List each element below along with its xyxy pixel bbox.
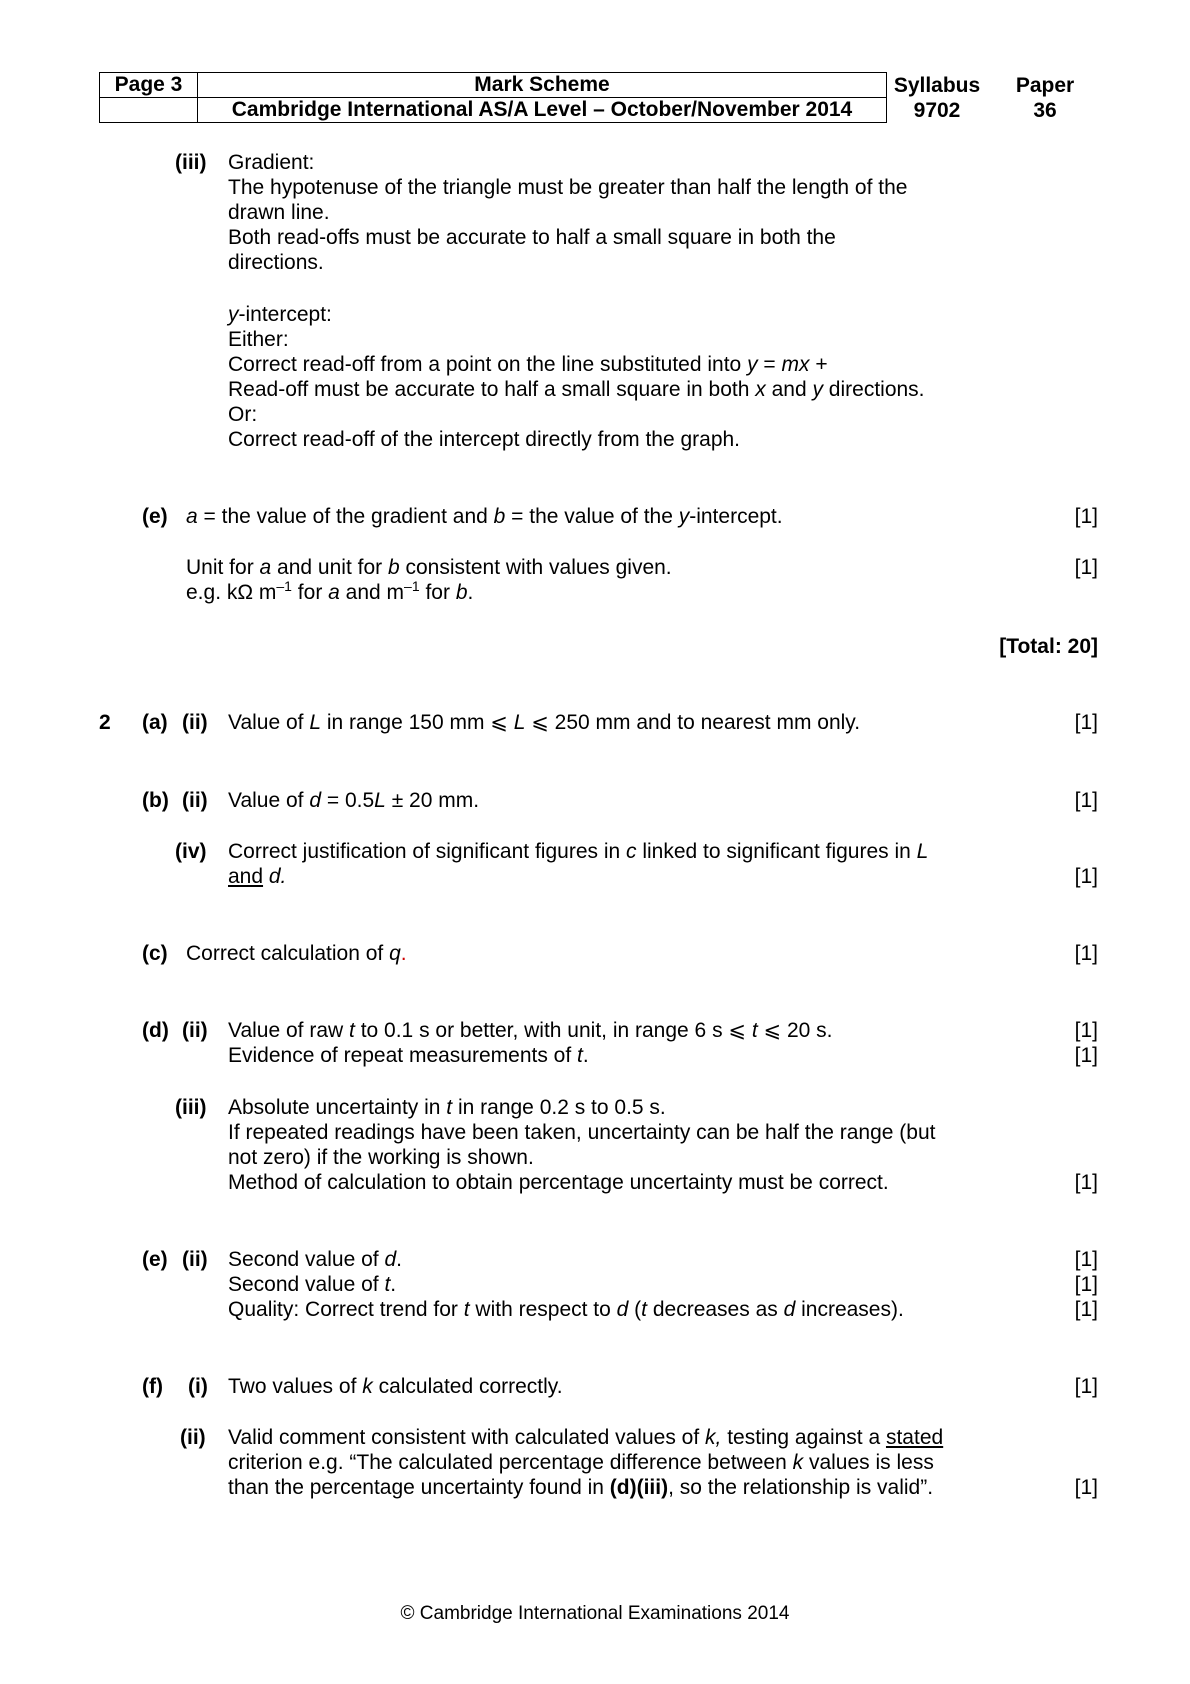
- mark: [1]: [1074, 1171, 1098, 1194]
- mark: [1]: [1074, 1273, 1098, 1296]
- gradient-line-4: directions.: [228, 251, 324, 274]
- footer-copyright: © Cambridge International Examinations 2014: [400, 1603, 790, 1624]
- f-ii-line-1: Valid comment consistent with calculated values of k, testing against a stated: [228, 1426, 944, 1449]
- label-ii: (ii): [180, 1426, 206, 1449]
- mark: [1]: [1074, 1019, 1098, 1042]
- paper-value: 36: [1033, 99, 1057, 122]
- a-line-1: Value of L in range 150 mm ⩽ L ⩽ 250 mm and to nearest mm only.: [228, 711, 861, 734]
- e-line-3: e.g. kΩ $m^{-1}$ for a and $m^{-1}$ for b.: [186, 578, 474, 604]
- mark: [1]: [1074, 1044, 1098, 1067]
- mark: [1]: [1074, 865, 1098, 888]
- document-title: Mark Scheme: [198, 73, 887, 98]
- label-d: (d): [142, 1019, 169, 1042]
- label-ii: (ii): [182, 789, 208, 812]
- b-iv-line-1: Correct justification of significant figures in c linked to significant figures in L: [228, 840, 929, 863]
- label-iii: (iii): [175, 151, 207, 174]
- f-ii-line-2: criterion e.g. “The calculated percentage difference between k values is less: [228, 1451, 934, 1474]
- gradient-line-3: Both read-offs must be accurate to half a small square in both the: [228, 226, 836, 249]
- label-e: (e): [142, 1248, 168, 1271]
- label-ii: (ii): [182, 711, 208, 734]
- mark: [1]: [1074, 556, 1098, 579]
- mark: [1]: [1074, 1248, 1098, 1271]
- document-subtitle: Cambridge International AS/A Level – October/November 2014: [198, 98, 887, 123]
- e-line-3: Quality: Correct trend for t with respect to d (t decreases as d increases).: [228, 1298, 904, 1321]
- page-number: Page 3: [100, 73, 198, 98]
- mark: [1]: [1074, 1375, 1098, 1398]
- question-number: 2: [99, 711, 111, 734]
- mark: [1]: [1074, 711, 1098, 734]
- mark: [1]: [1074, 789, 1098, 812]
- e-line-2: Second value of t.: [228, 1273, 397, 1296]
- label-ii: (ii): [182, 1248, 208, 1271]
- b-line-1: Value of d = 0.5L ± 20 mm.: [228, 789, 480, 812]
- e-line-1: a = the value of the gradient and b = the value of the y-intercept.: [186, 505, 783, 528]
- total-marks: [Total: 20]: [999, 635, 1098, 658]
- label-a: (a): [142, 711, 168, 734]
- mark: [1]: [1074, 1298, 1098, 1321]
- f-ii-line-3: than the percentage uncertainty found in (d)(iii), so the relationship is valid”.: [228, 1476, 934, 1499]
- f-i-line-1: Two values of k calculated correctly.: [228, 1375, 563, 1398]
- c-line-1: Correct calculation of q.: [186, 942, 407, 965]
- label-iii: (iii): [175, 1096, 207, 1119]
- d-line-2: Evidence of repeat measurements of t.: [228, 1044, 589, 1067]
- y-intercept-line-1: Correct read-off from a point on the line substituted into y = mx +: [228, 353, 828, 376]
- mark: [1]: [1074, 942, 1098, 965]
- d-iii-line-3: not zero) if the working is shown.: [228, 1146, 534, 1169]
- syllabus-label: Syllabus: [893, 74, 981, 97]
- label-e: (e): [142, 505, 168, 528]
- d-iii-line-1: Absolute uncertainty in t in range 0.2 s to 0.5 s.: [228, 1096, 666, 1119]
- or-label: Or:: [228, 403, 258, 426]
- gradient-heading: Gradient:: [228, 151, 315, 174]
- label-c: (c): [142, 942, 168, 965]
- y-intercept-line-2: Read-off must be accurate to half a small square in both x and y directions.: [228, 378, 925, 401]
- y-intercept-heading: y-intercept:: [228, 303, 332, 326]
- label-f: (f): [142, 1375, 163, 1398]
- empty-cell: [100, 98, 198, 123]
- d-line-1: Value of raw t to 0.1 s or better, with unit, in range 6 s ⩽ t ⩽ 20 s.: [228, 1019, 833, 1042]
- paper-label: Paper: [1015, 74, 1075, 97]
- b-iv-line-2: and d.: [228, 865, 287, 888]
- e-line-1: Second value of d.: [228, 1248, 402, 1271]
- either-label: Either:: [228, 328, 289, 351]
- label-b: (b): [142, 789, 169, 812]
- label-ii: (ii): [182, 1019, 208, 1042]
- syllabus-value: 9702: [913, 99, 961, 122]
- y-intercept-line-3: Correct read-off of the intercept directly from the graph.: [228, 428, 741, 451]
- gradient-line-2: drawn line.: [228, 201, 330, 224]
- d-iii-line-4: Method of calculation to obtain percentage uncertainty must be correct.: [228, 1171, 889, 1194]
- d-iii-line-2: If repeated readings have been taken, uncertainty can be half the range (but: [228, 1121, 936, 1144]
- label-iv: (iv): [175, 840, 207, 863]
- mark: [1]: [1074, 505, 1098, 528]
- header-table: [99, 72, 887, 124]
- mark: [1]: [1074, 1476, 1098, 1499]
- label-i: (i): [188, 1375, 208, 1398]
- e-line-2: Unit for a and unit for b consistent with values given.: [186, 556, 672, 579]
- gradient-line-1: The hypotenuse of the triangle must be greater than half the length of the: [228, 176, 908, 199]
